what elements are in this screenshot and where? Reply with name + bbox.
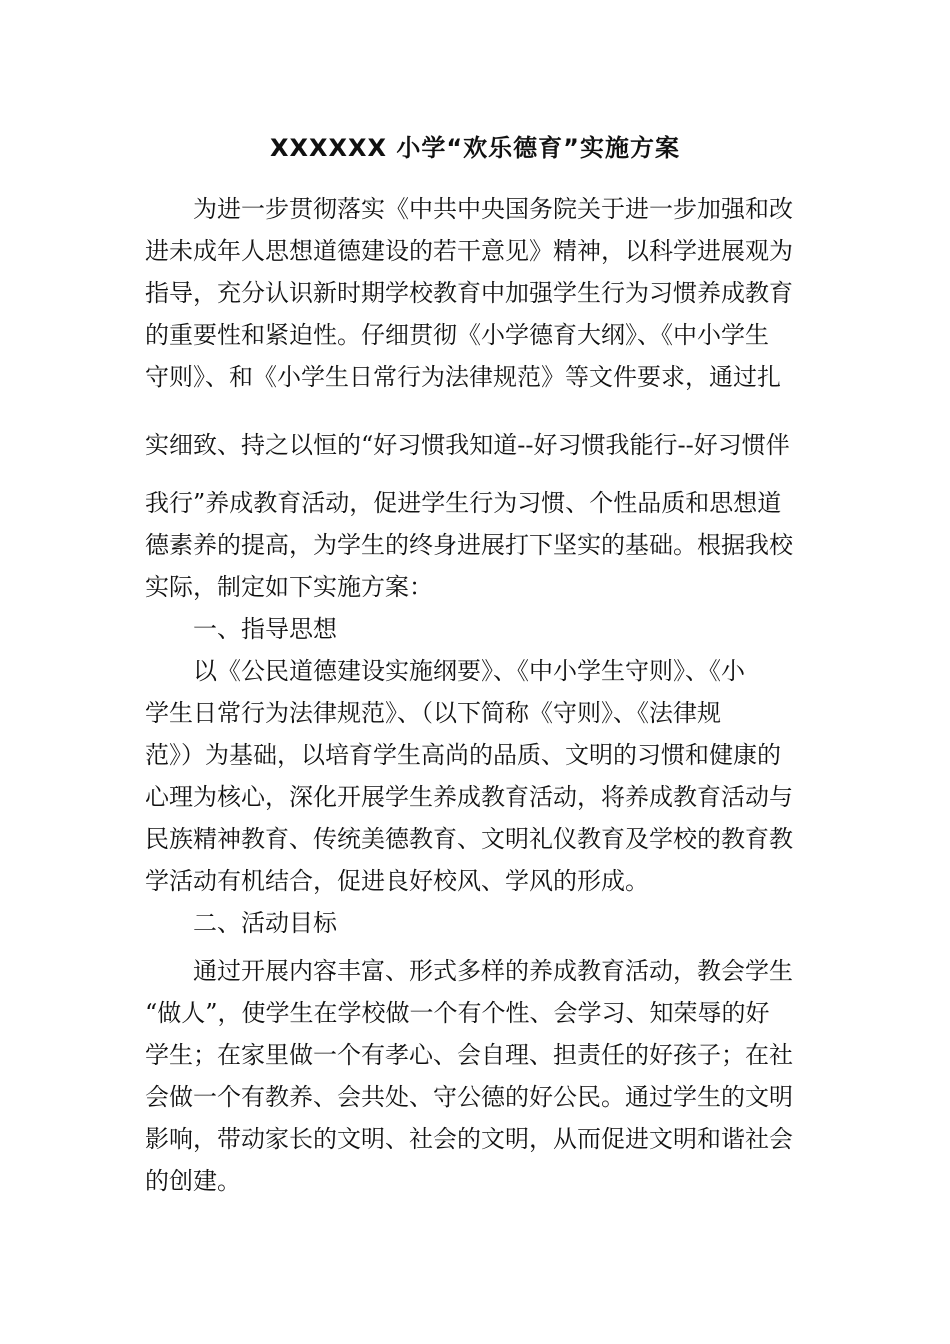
- document-title: XXXXXX 小学“欢乐德育”实施方案: [270, 134, 680, 162]
- text-line: 的创建。: [145, 1167, 241, 1195]
- text-line: 范》）为基础，以培育学生高尚的品质、文明的习惯和健康的: [145, 741, 781, 769]
- text-line: 影响，带动家长的文明、社会的文明，从而促进文明和谐社会: [145, 1125, 793, 1153]
- text-line: 学活动有机结合，促进良好校风、学风的形成。: [145, 867, 649, 895]
- text-line: 我行”养成教育活动，促进学生行为习惯、个性品质和思想道: [145, 489, 782, 517]
- text-line: 心理为核心，深化开展学生养成教育活动，将养成教育活动与: [145, 783, 793, 811]
- text-line: 德素养的提高，为学生的终身进展打下坚实的基础。根据我校: [145, 531, 793, 559]
- text-line: 会做一个有教养、会共处、守公德的好公民。通过学生的文明: [145, 1083, 793, 1111]
- text-line: 学生；在家里做一个有孝心、会自理、担责任的好孩子；在社: [145, 1041, 793, 1069]
- text-line: 进未成年人思想道德建设的若干意见》精神，以科学进展观为: [145, 237, 793, 265]
- text-line: 指导，充分认识新时期学校教育中加强学生行为习惯养成教育: [145, 279, 793, 307]
- text-line: 实际，制定如下实施方案：: [145, 573, 433, 601]
- section-heading: 一、指导思想: [193, 615, 337, 643]
- text-line: 学生日常行为法律规范》、（以下简称《守则》、《法律规: [145, 699, 721, 727]
- text-line: 通过开展内容丰富、形式多样的养成教育活动，教会学生: [193, 957, 793, 985]
- text-line: 的重要性和紧迫性。仔细贯彻《小学德育大纲》、《中小学生: [145, 321, 769, 349]
- text-line: 为进一步贯彻落实《中共中央国务院关于进一步加强和改: [193, 195, 793, 223]
- text-line: 以《公民道德建设实施纲要》、《中小学生守则》、《小: [193, 657, 745, 685]
- text-line: 实细致、持之以恒的“好习惯我知道--好习惯我能行--好习惯伴: [145, 431, 790, 459]
- text-line: 民族精神教育、传统美德教育、文明礼仪教育及学校的教育教: [145, 825, 793, 853]
- text-line: 守则》、和《小学生日常行为法律规范》等文件要求，通过扎: [145, 363, 781, 391]
- text-line: “做人”，使学生在学校做一个有个性、会学习、知荣辱的好: [145, 999, 770, 1027]
- section-heading: 二、活动目标: [193, 909, 337, 937]
